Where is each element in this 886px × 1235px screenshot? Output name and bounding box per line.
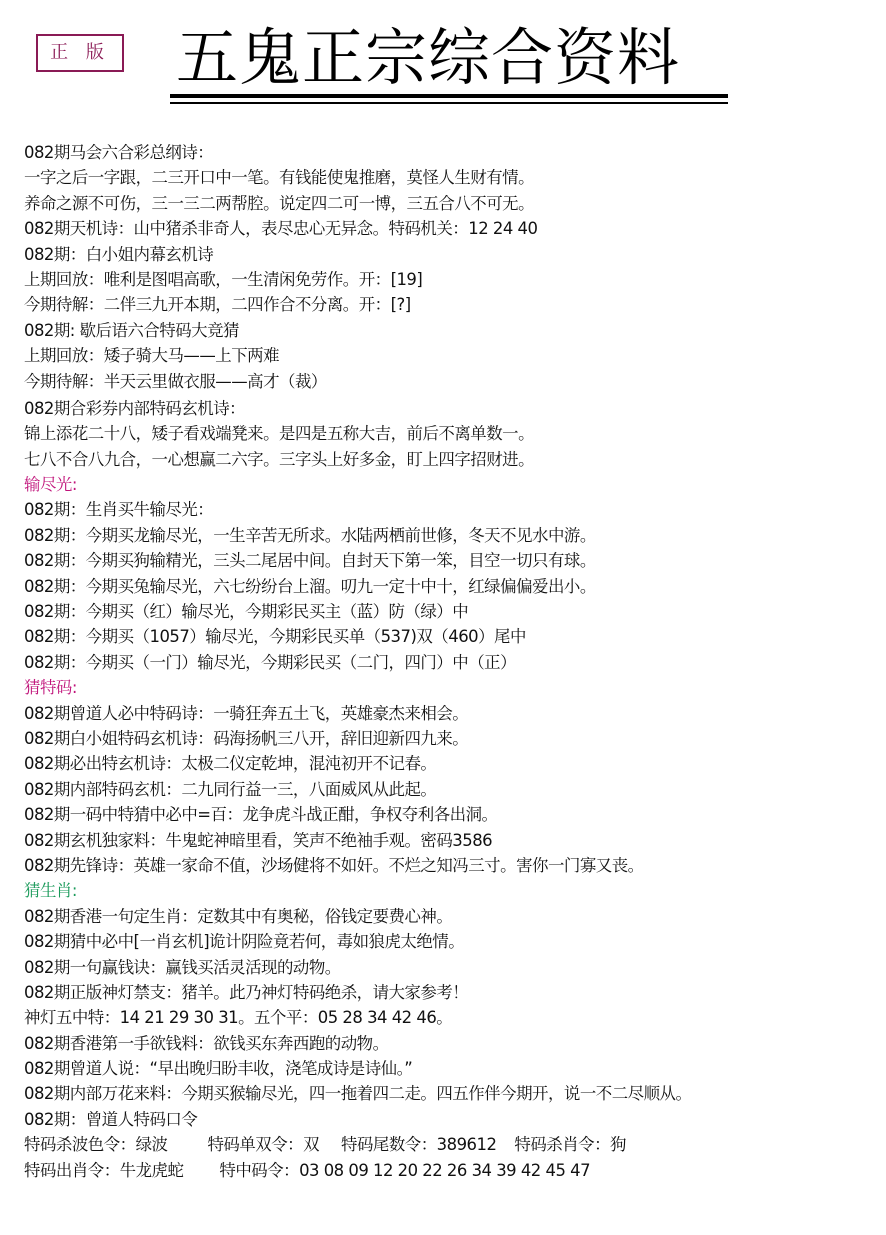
- code-item: 特码杀肖令：狗: [514, 1135, 626, 1155]
- text-line: 082期一码中特猜中必中=百：龙争虎斗战正酣，争权夺利各出洞。: [24, 805, 498, 825]
- section-heading-guess-special: 猜特码:: [24, 678, 77, 698]
- text-line: 082期曾道人说：“早出晚归盼丰收，浇笔成诗是诗仙。”: [24, 1059, 413, 1079]
- text-line: 082期一句赢钱诀：赢钱买活灵活现的动物。: [24, 957, 341, 977]
- text-line: 082期：今期买（红）输尽光，今期彩民买主（蓝）防（绿）中: [24, 602, 469, 622]
- text-line: 082期: 歇后语六合特码大竞猜: [24, 320, 239, 340]
- text-line: 082期：曾道人特码口令: [24, 1109, 198, 1129]
- text-line: 082期：生肖买牛输尽光：: [24, 500, 214, 520]
- text-line: 今期待解：二伴三九开本期，二四作合不分离。开：[?]: [24, 295, 411, 315]
- text-line: 上期回放：矮子骑大马——上下两难: [24, 346, 280, 366]
- text-line: 082期正版神灯禁支：猪羊。此乃神灯特码绝杀，请大家参考！: [24, 982, 469, 1002]
- code-item: 特码杀波色令：绿波: [24, 1135, 168, 1155]
- text-line: 082期：今期买狗输精光，三头二尾居中间。自封天下第一笨，目空一切只有球。: [24, 551, 596, 571]
- text-line: 082期香港第一手欲钱料：欲钱买东奔西跑的动物。: [24, 1033, 389, 1053]
- text-line: 082期白小姐特码玄机诗：码海扬帆三八开，辞旧迎新四九来。: [24, 728, 469, 748]
- text-line: 082期内部万花来料：今期买猴输尽光，四一拖着四二走。四五作伴今期开，说一不二尽顺从。: [24, 1084, 692, 1104]
- text-line: 上期回放：唯利是图唱高歌，一生清闲免劳作。开：[19]: [24, 269, 423, 289]
- text-line: 082期合彩券内部特码玄机诗：: [24, 398, 246, 418]
- page-title: 五鬼正宗综合资料: [176, 21, 681, 94]
- text-line: 082期内部特码玄机：二九同行益一三，八面威风从此起。: [24, 779, 437, 799]
- text-line: 神灯五中特：14 21 29 30 31。五个平：05 28 34 42 46。: [24, 1008, 453, 1028]
- text-line: 今期待解：半天云里做衣服——高才（裁）: [24, 371, 327, 391]
- text-line: 082期玄机独家料：牛鬼蛇神暗里看，笑声不绝袖手观。密码3586: [24, 830, 493, 850]
- code-item: 特码出肖令：牛龙虎蛇: [24, 1160, 184, 1180]
- content-body: [24, 140, 884, 1183]
- text-line: 锦上添花二十八，矮子看戏端凳来。是四是五称大吉，前后不离单数一。: [24, 424, 535, 444]
- text-line: 082期：今期买（一门）输尽光，今期彩民买（二门，四门）中（正）: [24, 652, 517, 672]
- text-line: 082期：今期买（1057）输尽光，今期彩民买单（537)双（460）尾中: [24, 627, 526, 647]
- code-item: 特中码令：03 08 09 12 20 22 26 34 39 42 45 47: [219, 1160, 591, 1180]
- code-item: 特码单双令：双: [207, 1135, 320, 1155]
- text-line: 082期香港一句定生肖：定数其中有奥秘，俗钱定要费心神。: [24, 906, 453, 926]
- text-line: 082期：今期买龙输尽光，一生辛苦无所求。水陆两栖前世修，冬天不见水中游。: [24, 525, 596, 545]
- text-line: 082期天机诗：山中猪杀非奇人，表尽忠心无异念。特码机关：12 24 40: [24, 219, 538, 239]
- text-line: 082期马会六合彩总纲诗：: [24, 143, 214, 162]
- code-row: [24, 1158, 884, 1183]
- text-line: 082期先锋诗：英雄一家命不值，沙场健将不如奸。不烂之知冯三寸。害你一门寡又丧。: [24, 855, 644, 875]
- text-line: 082期猜中必中[一肖玄机]诡计阴险竟若何，毒如狼虎太绝情。: [24, 932, 465, 952]
- edition-badge: 正 版: [36, 34, 124, 72]
- section-heading-lose-all: 输尽光:: [24, 475, 77, 495]
- text-line: 082期曾道人必中特码诗：一骑狂奔五土飞，英雄豪杰来相会。: [24, 703, 469, 723]
- text-line: 一字之后一字跟，二三开口中一笔。有钱能使鬼推磨，莫怪人生财有情。: [24, 168, 535, 188]
- text-line: 082期：今期买兔输尽光，六七纷纷台上溜。叨九一定十中十，红绿偏偏爱出小。: [24, 576, 596, 596]
- text-line: 养命之源不可伤，三一三二两帮腔。说定四二可一博，三五合八不可无。: [24, 193, 535, 213]
- text-line: 082期必出特玄机诗：太极二仪定乾坤，混沌初开不记春。: [24, 754, 437, 774]
- title-underline-thin: [170, 102, 728, 104]
- code-row: [24, 1132, 884, 1157]
- text-line: 七八不合八九合，一心想赢二六字。三字头上好多金，盯上四字招财进。: [24, 449, 535, 469]
- code-item: 特码尾数令：389612: [341, 1135, 497, 1155]
- section-heading-guess-zodiac: 猜生肖:: [24, 881, 77, 901]
- text-line: 082期：白小姐内幕玄机诗: [24, 244, 214, 264]
- title-underline-thick: [170, 94, 728, 98]
